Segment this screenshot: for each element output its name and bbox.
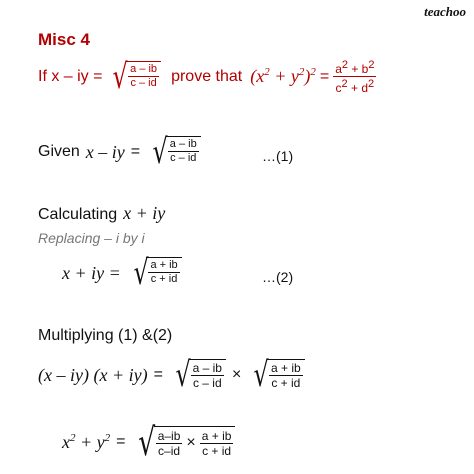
calc-root: √ $\frac{a + ib}{c + id}$ bbox=[127, 257, 182, 289]
question-root: √ $\frac{a - ib}{c - id}$ bbox=[106, 61, 161, 93]
mult-root-1: √ $\frac{a - ib}{c - id}$ bbox=[169, 359, 226, 391]
question-rhs-fraction: $\frac{a^2 + b^2}{c^2 + d^2}$ bbox=[335, 59, 375, 95]
given-label: Given bbox=[38, 143, 80, 160]
given-equals: = bbox=[130, 143, 141, 160]
given-line bbox=[38, 132, 201, 172]
final-numerator-2: a + ib bbox=[201, 428, 232, 443]
given-ref: …(1) bbox=[262, 148, 294, 164]
final-times: × bbox=[186, 434, 196, 451]
calc-line-expression: x + iy = bbox=[62, 262, 121, 283]
final-lhs: $x^2 + y^2$ bbox=[62, 431, 111, 452]
mult-line bbox=[38, 355, 305, 395]
calc-denominator: c + id bbox=[150, 273, 178, 285]
mult-equals: = bbox=[153, 366, 163, 383]
calc-note: Replacing – i by i bbox=[38, 230, 145, 246]
problem-title: Misc 4 bbox=[38, 30, 90, 49]
mult-numerator-1: a – ib bbox=[192, 361, 222, 375]
question-root-denominator: c – id bbox=[130, 76, 157, 89]
calc-heading bbox=[38, 203, 165, 224]
mult-numerator-2: a + ib bbox=[270, 361, 301, 375]
calc-label: Calculating bbox=[38, 206, 118, 223]
calc-numerator: a + ib bbox=[150, 259, 178, 271]
question-if-label: If x – iy = bbox=[38, 67, 103, 85]
question-prove-label: prove that bbox=[171, 67, 243, 85]
final-equals: = bbox=[116, 433, 126, 450]
question-line bbox=[38, 58, 376, 95]
final-numerator-1: a–ib bbox=[157, 428, 181, 443]
final-denominator-1: c–id bbox=[158, 443, 181, 458]
calc-line bbox=[62, 253, 182, 293]
mult-denominator-2: c + id bbox=[271, 376, 301, 390]
given-denominator: c – id bbox=[170, 152, 197, 164]
given-expression: x – iy bbox=[85, 141, 125, 162]
brand-logo: teachoo bbox=[424, 4, 466, 19]
mult-times: × bbox=[231, 366, 242, 383]
mult-root-2: √ $\frac{a + ib}{c + id}$ bbox=[247, 359, 304, 391]
given-numerator: a – ib bbox=[169, 138, 197, 150]
mult-lhs: (x – iy) (x + iy) bbox=[38, 364, 148, 385]
calc-expression: x + iy bbox=[123, 203, 166, 223]
question-lhs: $(x^2 + y^2)^2$ bbox=[250, 66, 316, 86]
final-line bbox=[62, 420, 235, 464]
mult-denominator-1: c – id bbox=[192, 376, 222, 390]
given-root: √ $\frac{a - ib}{c - id}$ bbox=[146, 136, 201, 168]
calc-ref: …(2) bbox=[262, 269, 294, 285]
final-denominator-2: c + id bbox=[202, 443, 232, 458]
question-equals: = bbox=[319, 67, 330, 85]
mult-label: Multiplying (1) &(2) bbox=[38, 327, 173, 344]
question-root-numerator: a – ib bbox=[130, 62, 158, 75]
final-root: √ $\frac{a-ib}{c-id}$ × $\frac{a + ib}{c + id}$ bbox=[131, 426, 235, 458]
